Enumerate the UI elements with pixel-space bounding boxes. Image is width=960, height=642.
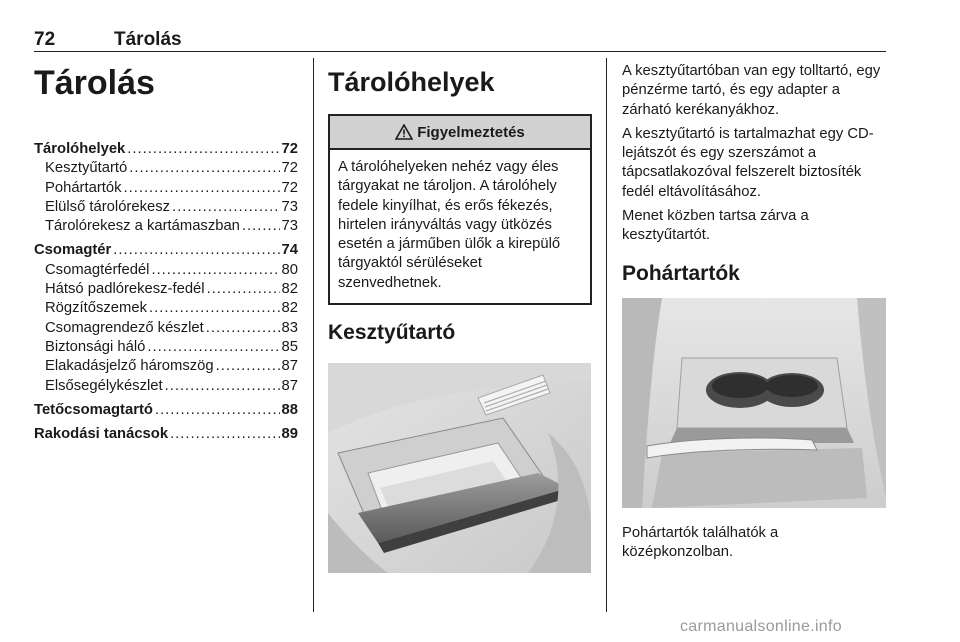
toc-label: Kesztyűtartó <box>45 160 128 177</box>
column-divider <box>313 58 314 612</box>
right-column <box>622 62 890 567</box>
toc-page-number: 72 <box>281 179 298 196</box>
toc-page-number: 87 <box>281 377 298 394</box>
cupholder-illustration <box>622 298 886 508</box>
toc-leader-dots <box>206 319 280 338</box>
toc-entry[interactable] <box>34 377 298 396</box>
toc-label: Csomagtérfedél <box>45 261 150 278</box>
toc-leader-dots <box>124 179 280 198</box>
toc-entry-main[interactable] <box>34 241 298 260</box>
toc-page-number: 88 <box>281 401 298 418</box>
toc-entry[interactable] <box>34 319 298 338</box>
toc-leader-dots <box>165 377 280 396</box>
toc-label: Elakadásjelző háromszög <box>45 358 214 375</box>
glovebox-heading: Kesztyűtartó <box>328 321 456 345</box>
toc-page-number: 73 <box>281 218 298 235</box>
toc-leader-dots <box>127 140 279 159</box>
toc-leader-dots <box>172 198 280 217</box>
glovebox-illustration <box>328 363 591 573</box>
toc-page-number: 72 <box>281 160 298 177</box>
toc-label: Elülső tárolórekesz <box>45 198 171 215</box>
toc-page-number: 89 <box>281 426 298 443</box>
column-divider <box>606 58 607 612</box>
warning-header <box>330 116 590 150</box>
toc-leader-dots <box>155 401 280 420</box>
toc-entry[interactable] <box>34 179 298 198</box>
image-caption: Pohártartók találhatók a középkonzolban. <box>622 524 779 560</box>
toc-entry[interactable] <box>34 261 298 280</box>
toc-page-number: 83 <box>281 319 298 336</box>
toc-page-number: 82 <box>281 281 298 298</box>
toc-label: Csomagtér <box>34 242 112 259</box>
toc-entry[interactable] <box>34 357 298 376</box>
toc-leader-dots <box>147 338 279 357</box>
toc-leader-dots <box>129 159 279 178</box>
page-number: 72 <box>34 29 56 50</box>
middle-column <box>328 62 592 573</box>
toc-page-number: 87 <box>281 358 298 375</box>
paragraph: Menet közben tartsa zárva a kesztyűtartót. <box>622 208 809 244</box>
toc-page-number: 80 <box>281 261 298 278</box>
toc-entry-main[interactable] <box>34 401 298 420</box>
paragraph: A kesztyűtartóban van egy tolltartó, egy pénzérme tartó, és egy adapter a zárható kerékanyákhoz. <box>622 63 881 118</box>
toc-label: Tárolórekesz a kartámaszban <box>45 218 240 235</box>
section-title: Tárolóhelyek <box>328 67 495 97</box>
toc-entry-main[interactable] <box>34 425 298 444</box>
toc-label: Csomagrendező készlet <box>45 319 204 336</box>
paragraph: A kesztyűtartó is tartalmazhat egy CD-lejátszót és egy szerszámot a tápcsatlakozóval felszerelt biztosíték fedél eltávolításához. <box>622 125 874 200</box>
toc-entry[interactable] <box>34 198 298 217</box>
toc-leader-dots <box>242 217 280 236</box>
page-header <box>34 29 886 52</box>
warning-box <box>328 114 592 305</box>
table-of-contents <box>34 140 298 444</box>
warning-text: A tárolóhelyeken nehéz vagy éles tárgyakat ne tároljon. A tárolóhely fedele kinyílhat, és erős fékezés, hirtelen irányváltás vagy ütközés esetén a járműben ülők a kirepülő tárgyaktól sérüléseket szenvedhetnek. <box>338 159 561 291</box>
toc-page-number: 72 <box>281 141 298 157</box>
toc-leader-dots <box>216 357 280 376</box>
toc-label: Rakodási tanácsok <box>34 426 169 443</box>
toc-entry[interactable] <box>34 217 298 236</box>
toc-page-number: 82 <box>281 300 298 317</box>
toc-leader-dots <box>149 299 280 318</box>
header-section-title: Tárolás <box>114 29 182 50</box>
toc-entry-main[interactable] <box>34 140 298 159</box>
toc-entry[interactable] <box>34 338 298 357</box>
toc-page-number: 74 <box>281 242 298 259</box>
cupholder-heading: Pohártartók <box>622 261 740 285</box>
warning-title: Figyelmeztetés <box>417 123 525 141</box>
toc-label: Tetőcsomagtartó <box>34 401 153 418</box>
toc-entry[interactable] <box>34 159 298 178</box>
toc-page-number: 85 <box>281 338 298 355</box>
toc-leader-dots <box>151 261 279 280</box>
warning-triangle-icon <box>395 124 413 140</box>
toc-label: Biztonsági háló <box>45 338 146 355</box>
watermark: carmanualsonline.info <box>680 618 842 635</box>
toc-entry[interactable] <box>34 299 298 318</box>
toc-leader-dots <box>207 280 280 299</box>
toc-page-number: 73 <box>281 198 298 215</box>
toc-leader-dots <box>113 241 279 260</box>
toc-label: Tárolóhelyek <box>34 141 126 157</box>
toc-label: Elsősegélykészlet <box>45 377 163 394</box>
toc-label: Rögzítőszemek <box>45 300 147 317</box>
toc-leader-dots <box>170 425 279 444</box>
toc-entry[interactable] <box>34 280 298 299</box>
chapter-title: Tárolás <box>34 64 155 102</box>
toc-column <box>34 62 298 444</box>
toc-label: Pohártartók <box>45 179 122 196</box>
toc-label: Hátsó padlórekesz-fedél <box>45 281 205 298</box>
